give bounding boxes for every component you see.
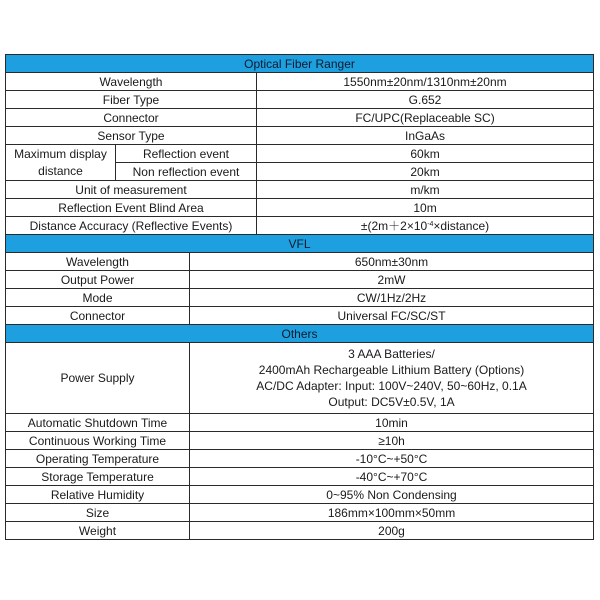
spec-label: Reflection Event Blind Area bbox=[6, 199, 257, 217]
spec-value: Universal FC/SC/ST bbox=[190, 307, 594, 325]
spec-row bbox=[6, 253, 594, 271]
spec-value: ≥10h bbox=[190, 432, 594, 450]
accuracy-suffix: ×distance) bbox=[433, 218, 490, 233]
spec-value: 650nm±30nm bbox=[190, 253, 594, 271]
spec-label-max-distance: Maximum display distance bbox=[6, 145, 116, 181]
spec-label: Continuous Working Time bbox=[6, 432, 190, 450]
spec-value: 20km bbox=[257, 163, 594, 181]
accuracy-exponent: -4 bbox=[427, 220, 434, 228]
spec-value: -40°C~+70°C bbox=[190, 468, 594, 486]
section-header-others: Others bbox=[6, 325, 594, 343]
spec-label: Automatic Shutdown Time bbox=[6, 414, 190, 432]
spec-value: CW/1Hz/2Hz bbox=[190, 289, 594, 307]
spec-row bbox=[6, 522, 594, 540]
spec-row bbox=[6, 307, 594, 325]
spec-label: Size bbox=[6, 504, 190, 522]
spec-label: Weight bbox=[6, 522, 190, 540]
spec-sublabel: Non reflection event bbox=[116, 163, 257, 181]
spec-row bbox=[6, 145, 594, 163]
spec-value-power-supply bbox=[190, 343, 594, 414]
spec-label: Storage Temperature bbox=[6, 468, 190, 486]
spec-row bbox=[6, 468, 594, 486]
spec-row bbox=[6, 289, 594, 307]
spec-value: -10°C~+50°C bbox=[190, 450, 594, 468]
spec-row bbox=[6, 181, 594, 199]
spec-label: Sensor Type bbox=[6, 127, 257, 145]
spec-sublabel: Reflection event bbox=[116, 145, 257, 163]
spec-label: Mode bbox=[6, 289, 190, 307]
spec-value: 0~95% Non Condensing bbox=[190, 486, 594, 504]
spec-value: m/km bbox=[257, 181, 594, 199]
section-header-vfl: VFL bbox=[6, 235, 594, 253]
spec-value: 10m bbox=[257, 199, 594, 217]
spec-value: InGaAs bbox=[257, 127, 594, 145]
spec-value: 60km bbox=[257, 145, 594, 163]
spec-row bbox=[6, 217, 594, 235]
spec-value: 2mW bbox=[190, 271, 594, 289]
spec-row bbox=[6, 73, 594, 91]
spec-row bbox=[6, 271, 594, 289]
spec-label: Connector bbox=[6, 307, 190, 325]
spec-row bbox=[6, 91, 594, 109]
power-supply-line: 3 AAA Batteries/ bbox=[348, 347, 435, 361]
spec-row bbox=[6, 486, 594, 504]
section-row-ranger bbox=[6, 55, 594, 73]
spec-label: Output Power bbox=[6, 271, 190, 289]
spec-label: Unit of measurement bbox=[6, 181, 257, 199]
spec-label: Wavelength bbox=[6, 253, 190, 271]
power-supply-line: Output: DC5V±0.5V, 1A bbox=[328, 395, 455, 409]
spec-label: Connector bbox=[6, 109, 257, 127]
spec-table bbox=[5, 54, 594, 540]
spec-label: Fiber Type bbox=[6, 91, 257, 109]
spec-row bbox=[6, 109, 594, 127]
spec-label: Power Supply bbox=[6, 343, 190, 414]
section-row-vfl bbox=[6, 235, 594, 253]
spec-label: Distance Accuracy (Reflective Events) bbox=[6, 217, 257, 235]
spec-label: Wavelength bbox=[6, 73, 257, 91]
accuracy-prefix: ±(2m＋2×10 bbox=[360, 218, 428, 233]
spec-value: G.652 bbox=[257, 91, 594, 109]
spec-row bbox=[6, 504, 594, 522]
spec-value: 186mm×100mm×50mm bbox=[190, 504, 594, 522]
spec-row-power-supply bbox=[6, 343, 594, 414]
spec-label: Operating Temperature bbox=[6, 450, 190, 468]
power-supply-line: 2400mAh Rechargeable Lithium Battery (Options) bbox=[258, 363, 525, 377]
spec-value: 1550nm±20nm/1310nm±20nm bbox=[257, 73, 594, 91]
section-header-ranger: Optical Fiber Ranger bbox=[6, 55, 594, 73]
spec-row bbox=[6, 199, 594, 217]
spec-row bbox=[6, 414, 594, 432]
spec-row bbox=[6, 432, 594, 450]
power-supply-line: AC/DC Adapter: Input: 100V~240V, 50~60Hz, 0.1A bbox=[256, 379, 527, 393]
spec-value: FC/UPC(Replaceable SC) bbox=[257, 109, 594, 127]
spec-value-accuracy bbox=[257, 217, 594, 235]
spec-value: 10min bbox=[190, 414, 594, 432]
section-row-others bbox=[6, 325, 594, 343]
spec-row bbox=[6, 450, 594, 468]
spec-value: 200g bbox=[190, 522, 594, 540]
spec-row bbox=[6, 127, 594, 145]
spec-label: Relative Humidity bbox=[6, 486, 190, 504]
